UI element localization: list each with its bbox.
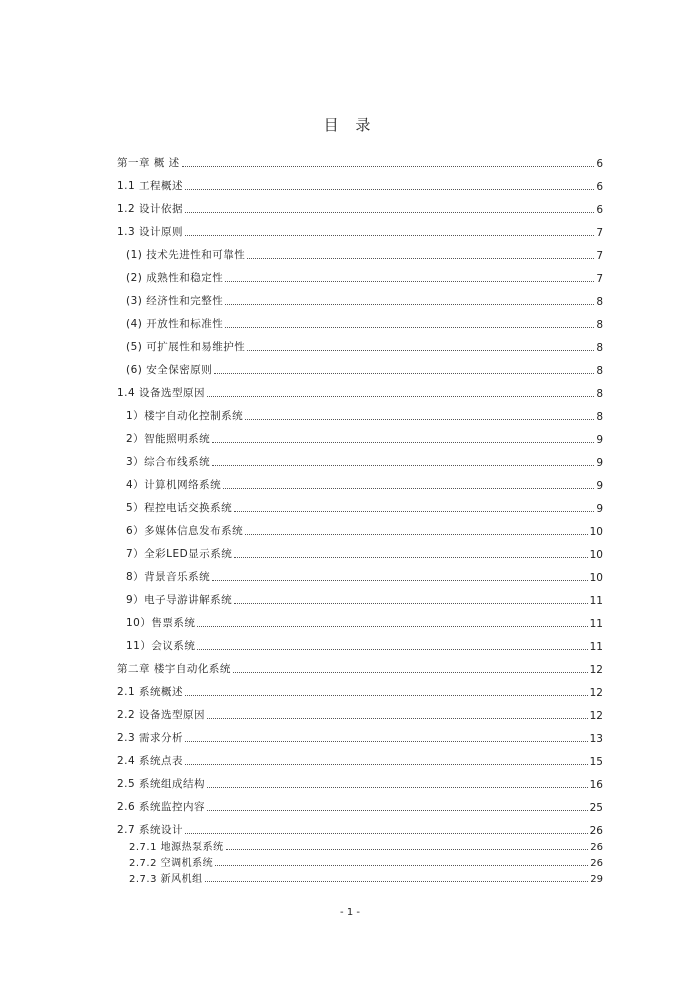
dot-leader <box>223 488 594 489</box>
toc-entry[interactable] <box>117 377 603 400</box>
dot-leader <box>234 511 594 512</box>
toc-entry-label: 2.3 需求分析 <box>117 732 184 744</box>
dot-leader <box>245 534 587 535</box>
dot-leader <box>185 833 588 834</box>
toc-entry-label: 8）背景音乐系统 <box>126 571 211 583</box>
dot-leader <box>226 849 589 850</box>
toc-entry-page: 7 <box>596 250 603 262</box>
toc-entry[interactable] <box>117 170 603 193</box>
toc-entry-page: 6 <box>596 158 603 170</box>
toc-entry-page: 10 <box>589 549 603 561</box>
toc-entry[interactable] <box>117 147 603 170</box>
dot-leader <box>185 741 588 742</box>
toc-entry-page: 11 <box>589 595 603 607</box>
toc-entry[interactable] <box>117 354 603 377</box>
toc-entry-page: 11 <box>589 618 603 630</box>
toc-entry[interactable] <box>117 285 603 308</box>
table-of-contents <box>117 147 603 885</box>
dot-leader <box>197 626 587 627</box>
toc-entry[interactable] <box>117 607 603 630</box>
toc-entry-label: 1.3 设计原则 <box>117 226 184 238</box>
toc-entry-label: 2.7.3 新风机组 <box>129 874 203 885</box>
toc-entry-page: 12 <box>589 664 603 676</box>
toc-entry-page: 8 <box>596 342 603 354</box>
toc-entry-page: 6 <box>596 204 603 216</box>
toc-entry-label: 1）楼宇自动化控制系统 <box>126 410 244 422</box>
dot-leader <box>185 764 588 765</box>
toc-entry-label: 11）会议系统 <box>126 640 196 652</box>
toc-entry-page: 7 <box>596 227 603 239</box>
toc-entry-label: (5) 可扩展性和易维护性 <box>126 341 246 353</box>
toc-entry-label: 第二章 楼宇自动化系统 <box>117 663 231 675</box>
toc-entry-label: 3）综合布线系统 <box>126 456 211 468</box>
dot-leader <box>225 304 594 305</box>
dot-leader <box>182 166 595 167</box>
dot-leader <box>247 258 594 259</box>
toc-entry[interactable] <box>117 791 603 814</box>
toc-entry-page: 12 <box>589 687 603 699</box>
dot-leader <box>234 603 587 604</box>
toc-entry-label: 7）全彩LED显示系统 <box>126 548 233 560</box>
toc-entry-label: 10）售票系统 <box>126 617 196 629</box>
dot-leader <box>185 695 588 696</box>
toc-entry-label: 2）智能照明系统 <box>126 433 211 445</box>
toc-entry[interactable] <box>117 653 603 676</box>
toc-entry-label: 第一章 概 述 <box>117 157 180 169</box>
toc-entry-page: 15 <box>589 756 603 768</box>
toc-entry[interactable] <box>117 216 603 239</box>
toc-entry[interactable] <box>117 676 603 699</box>
toc-entry-page: 9 <box>596 434 603 446</box>
dot-leader <box>197 649 587 650</box>
toc-entry[interactable] <box>117 699 603 722</box>
dot-leader <box>185 235 594 236</box>
toc-entry-label: 1.2 设计依据 <box>117 203 184 215</box>
dot-leader <box>207 787 588 788</box>
toc-entry-page: 8 <box>596 319 603 331</box>
page-number: - 1 - <box>340 907 360 918</box>
toc-entry-label: 2.7.2 空调机系统 <box>129 858 214 869</box>
toc-entry-label: (4) 开放性和标准性 <box>126 318 224 330</box>
dot-leader <box>215 865 588 866</box>
dot-leader <box>212 442 594 443</box>
toc-entry-page: 12 <box>589 710 603 722</box>
toc-entry-label: (1) 技术先进性和可靠性 <box>126 249 246 261</box>
toc-entry[interactable] <box>117 239 603 262</box>
toc-entry-label: 6）多媒体信息发布系统 <box>126 525 244 537</box>
toc-entry[interactable] <box>117 331 603 354</box>
dot-leader <box>214 373 594 374</box>
toc-entry-label: (2) 成熟性和稳定性 <box>126 272 224 284</box>
toc-entry-page: 16 <box>589 779 603 791</box>
toc-entry[interactable] <box>117 538 603 561</box>
toc-entry[interactable] <box>117 561 603 584</box>
toc-entry[interactable] <box>117 492 603 515</box>
toc-entry-page: 26 <box>590 842 603 853</box>
toc-entry-page: 8 <box>596 411 603 423</box>
toc-entry[interactable] <box>117 584 603 607</box>
dot-leader <box>245 419 594 420</box>
dot-leader <box>207 718 588 719</box>
toc-entry-page: 13 <box>589 733 603 745</box>
toc-entry-label: 2.7.1 地源热泵系统 <box>129 842 224 853</box>
dot-leader <box>212 580 587 581</box>
dot-leader <box>205 881 589 882</box>
toc-entry-page: 10 <box>589 572 603 584</box>
toc-entry-page: 26 <box>589 825 603 837</box>
toc-entry[interactable] <box>117 768 603 791</box>
toc-entry-label: 5）程控电话交换系统 <box>126 502 233 514</box>
toc-entry[interactable] <box>117 515 603 538</box>
toc-entry-label: 1.4 设备选型原因 <box>117 387 206 399</box>
toc-entry-page: 26 <box>590 858 603 869</box>
toc-entry-page: 7 <box>596 273 603 285</box>
dot-leader <box>207 396 594 397</box>
toc-entry-page: 25 <box>589 802 603 814</box>
dot-leader <box>225 327 594 328</box>
toc-entry[interactable] <box>117 446 603 469</box>
toc-entry-page: 8 <box>596 365 603 377</box>
toc-entry[interactable] <box>117 630 603 653</box>
toc-entry-page: 9 <box>596 503 603 515</box>
toc-entry-page: 6 <box>596 181 603 193</box>
toc-entry[interactable] <box>117 837 603 853</box>
toc-entry-page: 8 <box>596 388 603 400</box>
toc-entry[interactable] <box>117 262 603 285</box>
toc-entry-label: 2.4 系统点表 <box>117 755 184 767</box>
toc-entry[interactable] <box>117 869 603 885</box>
toc-entry[interactable] <box>117 745 603 768</box>
dot-leader <box>233 672 588 673</box>
toc-entry-page: 29 <box>590 874 603 885</box>
dot-leader <box>225 281 594 282</box>
toc-entry-label: 9）电子导游讲解系统 <box>126 594 233 606</box>
toc-entry-label: 2.5 系统组成结构 <box>117 778 206 790</box>
toc-entry[interactable] <box>117 400 603 423</box>
toc-entry-label: 2.1 系统概述 <box>117 686 184 698</box>
toc-entry-page: 9 <box>596 457 603 469</box>
dot-leader <box>247 350 594 351</box>
toc-entry-label: 1.1 工程概述 <box>117 180 184 192</box>
toc-entry-page: 10 <box>589 526 603 538</box>
dot-leader <box>207 810 588 811</box>
toc-entry-label: 2.7 系统设计 <box>117 824 184 836</box>
toc-entry[interactable] <box>117 853 603 869</box>
toc-title: 目 录 <box>323 116 377 134</box>
toc-entry[interactable] <box>117 722 603 745</box>
toc-entry-page: 11 <box>589 641 603 653</box>
toc-entry-label: 4）计算机网络系统 <box>126 479 222 491</box>
dot-leader <box>185 212 594 213</box>
toc-entry-page: 9 <box>596 480 603 492</box>
toc-entry-page: 8 <box>596 296 603 308</box>
toc-entry-label: (3) 经济性和完整性 <box>126 295 224 307</box>
toc-entry-label: 2.2 设备选型原因 <box>117 709 206 721</box>
toc-entry-label: (6) 安全保密原则 <box>126 364 213 376</box>
toc-entry[interactable] <box>117 469 603 492</box>
toc-entry[interactable] <box>117 814 603 837</box>
toc-entry-label: 2.6 系统监控内容 <box>117 801 206 813</box>
dot-leader <box>212 465 594 466</box>
dot-leader <box>234 557 587 558</box>
toc-entry[interactable] <box>117 193 603 216</box>
dot-leader <box>185 189 594 190</box>
toc-entry[interactable] <box>117 308 603 331</box>
toc-entry[interactable] <box>117 423 603 446</box>
